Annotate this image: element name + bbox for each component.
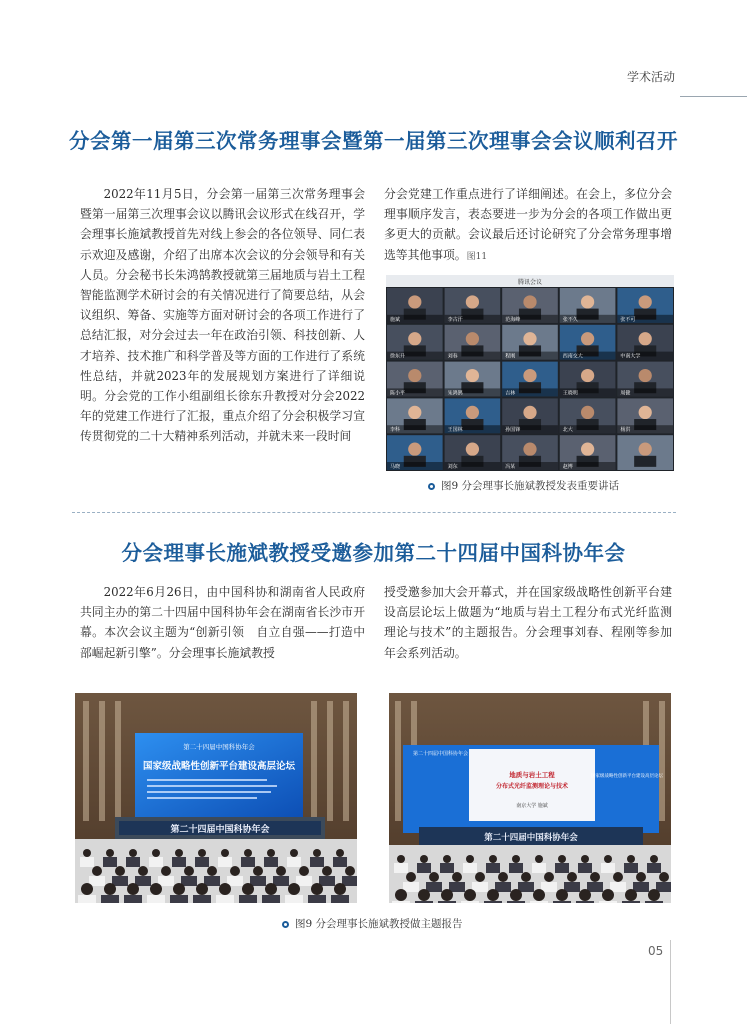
- audience-body: [601, 863, 615, 873]
- audience-head: [510, 889, 522, 901]
- participant-tile: [445, 398, 501, 433]
- audience-head: [265, 883, 277, 895]
- page-number: 05: [648, 944, 664, 958]
- audience-body: [308, 895, 326, 903]
- audience-head: [173, 883, 185, 895]
- audience-body: [195, 857, 209, 867]
- audience-head: [395, 889, 407, 901]
- audience-body: [331, 895, 349, 903]
- participant-name: 刘春: [447, 353, 458, 360]
- audience-body: [273, 876, 289, 886]
- audience-body: [472, 882, 488, 892]
- participant-name: 刘东: [447, 464, 458, 470]
- audience-head: [334, 883, 346, 895]
- photo1-banner-top: 第二十四届中国科协年会: [183, 743, 255, 751]
- audience-head: [92, 866, 102, 876]
- participant-name: 张不久: [562, 316, 578, 323]
- dashed-separator: [72, 512, 676, 513]
- participant-tile: [387, 288, 443, 323]
- audience-head: [627, 855, 635, 863]
- audience-body: [518, 882, 534, 892]
- photo2-slide-author: 南京大学 施斌: [516, 803, 548, 809]
- audience-body: [532, 863, 546, 873]
- audience-head: [636, 872, 646, 882]
- audience-head: [443, 855, 451, 863]
- participant-tile: [445, 325, 501, 360]
- audience-head: [613, 872, 623, 882]
- audience-body: [170, 895, 188, 903]
- audience-body: [610, 882, 626, 892]
- participant-name: 陈小平: [390, 390, 406, 397]
- audience-head: [152, 849, 160, 857]
- participant-name: 朱鸿鹄: [447, 390, 463, 397]
- audience-head: [602, 889, 614, 901]
- audience-body: [262, 895, 280, 903]
- audience-head: [475, 872, 485, 882]
- meeting-window-title: 腾讯会议: [517, 279, 543, 286]
- participant-name: 杨洪: [620, 427, 631, 434]
- audience-head: [464, 889, 476, 901]
- audience-body: [541, 882, 557, 892]
- participant-tile: [617, 288, 673, 323]
- participant-tile: [617, 398, 673, 433]
- audience-head: [288, 883, 300, 895]
- audience-body: [507, 901, 525, 903]
- participant-tile: [445, 435, 501, 470]
- audience-head: [127, 883, 139, 895]
- audience-body: [555, 863, 569, 873]
- photo1-banner-main: 国家级战略性创新平台建设高层论坛: [142, 761, 296, 772]
- audience-head: [487, 889, 499, 901]
- audience-head: [406, 872, 416, 882]
- audience-head: [83, 849, 91, 857]
- audience-body: [645, 901, 663, 903]
- audience-body: [403, 882, 419, 892]
- caption-1-text: 图9 分会理事长施斌教授发表重要讲话: [441, 480, 620, 492]
- participant-name: 孙国锋: [505, 427, 521, 434]
- audience-body: [250, 876, 266, 886]
- participant-tile: [445, 288, 501, 323]
- audience-head: [659, 872, 669, 882]
- participant-name: 马晓: [390, 464, 401, 470]
- audience-head: [161, 866, 171, 876]
- participant-tile: [560, 325, 616, 360]
- photo2-banner-left: 第二十四届中国科协年会: [413, 751, 469, 757]
- participant-tile: [387, 362, 443, 397]
- audience-head: [397, 855, 405, 863]
- audience-head: [650, 855, 658, 863]
- conference-photo-2: [389, 693, 671, 903]
- audience-head: [604, 855, 612, 863]
- audience-head: [429, 872, 439, 882]
- audience-head: [219, 883, 231, 895]
- audience-head: [590, 872, 600, 882]
- audience-head: [512, 855, 520, 863]
- audience-body: [149, 857, 163, 867]
- audience-body: [264, 857, 278, 867]
- audience-head: [489, 855, 497, 863]
- audience-body: [622, 901, 640, 903]
- audience-body: [656, 882, 671, 892]
- participant-name: 赵博: [562, 464, 573, 470]
- audience-head: [336, 849, 344, 857]
- participant-tile: [502, 325, 558, 360]
- side-rule: [670, 940, 671, 1024]
- audience-head: [184, 866, 194, 876]
- audience-head: [521, 872, 531, 882]
- audience-head: [498, 872, 508, 882]
- photo2-side-text: 国家级战略性创新平台建设高层论坛: [591, 774, 663, 779]
- audience-body: [394, 863, 408, 873]
- audience-body: [78, 895, 96, 903]
- audience-head: [466, 855, 474, 863]
- audience-head: [299, 866, 309, 876]
- audience-body: [287, 857, 301, 867]
- audience-body: [101, 895, 119, 903]
- audience-body: [633, 882, 649, 892]
- audience-head: [81, 883, 93, 895]
- participant-tile: [387, 398, 443, 433]
- audience-head: [558, 855, 566, 863]
- audience-head: [106, 849, 114, 857]
- audience-head: [196, 883, 208, 895]
- participant-name: 程刚: [505, 353, 516, 360]
- photo1-stage-text: 第二十四届中国科协年会: [170, 825, 270, 835]
- participant-tile: [387, 325, 443, 360]
- audience-head: [418, 889, 430, 901]
- audience-head: [648, 889, 660, 901]
- audience-body: [319, 876, 335, 886]
- audience-body: [553, 901, 571, 903]
- participant-tile: [560, 398, 616, 433]
- audience-body: [204, 876, 220, 886]
- audience-body: [147, 895, 165, 903]
- audience-head: [579, 889, 591, 901]
- article-2-title: 分会理事长施斌教授受邀参加第二十四届中国科协年会: [121, 541, 626, 565]
- audience-body: [417, 863, 431, 873]
- article-1-left-column: 2022年11月5日，分会第一届第三次常务理事会暨第一届第三次理事会议以腾讯会议形式在线召开，学会理事长施斌教授首先对线上参会的各位领导、同仁表示欢迎及感谢，介绍了出席本次会议的分会领导和有关人员。分会秘书长朱鸿鹄教授就第三届地质与岩土工程智能监测学术研讨会的有关情况进行了简要总结，从会议组织、筹备、实施等方面对研讨会的各项工作进行了总结汇报，对分会过去一年在政治引领、科技创新、人才培养、技术推广和科学普及等方面的工作进行了系统性总结，并就2023年的发展规划方案进行了详细说明。分会党的工作小组副组长徐东升教授对分会2022年的党建工作进行了汇报，重点介绍了分会积极学习宣传贯彻党的二十大精神系列活动，并就未来一段时间: [80, 187, 365, 444]
- audience-body: [218, 857, 232, 867]
- participant-tile: [502, 288, 558, 323]
- participant-name: 吉林: [505, 390, 516, 397]
- article-1-right-text: 分会党建工作重点进行了详细阐述。在会上，多位分会理事顺序发言，表态要进一步为分会的各项工作做出更多更大的贡献。会议最后还讨论研究了分会常务理事增选等其他事项。: [384, 187, 672, 262]
- audience-body: [227, 876, 243, 886]
- participant-name: 王国林: [447, 427, 463, 434]
- caption-2-text: 图9 分会理事长施斌教授做主题报告: [295, 918, 463, 930]
- conference-photo-1: [75, 693, 357, 903]
- audience-body: [135, 876, 151, 886]
- audience-body: [624, 863, 638, 873]
- audience-head: [207, 866, 217, 876]
- participant-name: 西南交大: [562, 353, 583, 360]
- audience-head: [129, 849, 137, 857]
- section-tag-rule: [680, 96, 747, 97]
- audience-body: [216, 895, 234, 903]
- caption-ring-icon: [428, 483, 435, 490]
- audience-body: [89, 876, 105, 886]
- participant-tile: [387, 435, 443, 470]
- audience-head: [420, 855, 428, 863]
- audience-body: [461, 901, 479, 903]
- participant-tile: [560, 288, 616, 323]
- audience-head: [115, 866, 125, 876]
- participant-name: 徐东升: [390, 353, 406, 360]
- audience-body: [285, 895, 303, 903]
- audience-head: [556, 889, 568, 901]
- audience-body: [426, 882, 442, 892]
- audience-body: [296, 876, 312, 886]
- audience-body: [181, 876, 197, 886]
- audience-head: [625, 889, 637, 901]
- audience-body: [126, 857, 140, 867]
- participant-tile: [617, 435, 673, 470]
- audience-body: [587, 882, 603, 892]
- audience-head: [544, 872, 554, 882]
- online-meeting-photo: [386, 275, 674, 471]
- participant-tile: [617, 362, 673, 397]
- audience-head: [533, 889, 545, 901]
- audience-head: [441, 889, 453, 901]
- figure-ref: 图11: [466, 251, 488, 262]
- photo2-slide-subtitle: 分布式光纤监测理论与技术: [495, 783, 569, 790]
- audience-body: [80, 857, 94, 867]
- audience-body: [158, 876, 174, 886]
- audience-body: [530, 901, 548, 903]
- article-2-right-column: 授受邀参加大会开幕式，并在国家级战略性创新平台建设高层论坛上做题为“地质与岩土工程分布式光纤监测理论与技术”的主题报告。分会理事刘春、程刚等参加年会系列活动。: [384, 585, 672, 660]
- audience-body: [578, 863, 592, 873]
- audience-body: [509, 863, 523, 873]
- figure-caption-2: [282, 916, 463, 931]
- participant-tile: [617, 325, 673, 360]
- audience-body: [239, 895, 257, 903]
- photo2-stage-text: 第二十四届中国科协年会: [484, 833, 578, 843]
- audience-head: [221, 849, 229, 857]
- figure-caption-1: [428, 478, 619, 493]
- photo2-slide-title: 地质与岩土工程: [509, 771, 555, 779]
- audience-body: [103, 857, 117, 867]
- audience-body: [484, 901, 502, 903]
- audience-body: [241, 857, 255, 867]
- audience-body: [463, 863, 477, 873]
- audience-body: [310, 857, 324, 867]
- audience-head: [535, 855, 543, 863]
- audience-body: [486, 863, 500, 873]
- audience-head: [253, 866, 263, 876]
- audience-head: [230, 866, 240, 876]
- audience-body: [124, 895, 142, 903]
- audience-body: [495, 882, 511, 892]
- audience-body: [342, 876, 357, 886]
- caption-ring-icon: [282, 921, 289, 928]
- participant-tile: [560, 435, 616, 470]
- audience-head: [290, 849, 298, 857]
- participant-name: 施斌: [390, 316, 401, 323]
- participant-name: 王晓明: [562, 390, 578, 397]
- article-1-title: 分会第一届第三次常务理事会暨第一届第三次理事会会议顺利召开: [69, 129, 678, 153]
- audience-head: [276, 866, 286, 876]
- audience-head: [267, 849, 275, 857]
- audience-head: [581, 855, 589, 863]
- audience-head: [242, 883, 254, 895]
- audience-head: [567, 872, 577, 882]
- audience-head: [311, 883, 323, 895]
- audience-head: [104, 883, 116, 895]
- audience-body: [576, 901, 594, 903]
- audience-body: [193, 895, 211, 903]
- audience-body: [438, 901, 456, 903]
- meeting-grid: [386, 275, 674, 471]
- participant-name: 冯某: [505, 464, 516, 470]
- audience-head: [322, 866, 332, 876]
- participant-name: 张不可: [620, 316, 636, 323]
- audience-head: [150, 883, 162, 895]
- participant-name: 范海峰: [505, 316, 521, 323]
- audience-body: [415, 901, 433, 903]
- section-tag: 学术活动: [626, 70, 675, 84]
- participant-tile: [560, 362, 616, 397]
- audience-body: [647, 863, 661, 873]
- participant-name: 周健: [620, 390, 631, 397]
- audience-head: [244, 849, 252, 857]
- audience-body: [599, 901, 617, 903]
- audience-head: [345, 866, 355, 876]
- audience-body: [112, 876, 128, 886]
- audience-body: [172, 857, 186, 867]
- audience-head: [175, 849, 183, 857]
- audience-body: [392, 901, 410, 903]
- article-2-left-column: 2022年6月26日，由中国科协和湖南省人民政府共同主办的第二十四届中国科协年会在湖南省长沙市开幕。本次会议主题为“创新引领 自立自强——打造中部崛起新引擎”。分会理事长施斌教授: [80, 585, 365, 660]
- participant-name: 中南大学: [620, 353, 641, 360]
- audience-body: [333, 857, 347, 867]
- audience-body: [449, 882, 465, 892]
- audience-head: [313, 849, 321, 857]
- article-1-right-column: [384, 184, 672, 267]
- audience-head: [452, 872, 462, 882]
- participant-tile: [502, 435, 558, 470]
- participant-tile: [502, 398, 558, 433]
- participant-name: 李科: [390, 427, 401, 434]
- audience-head: [198, 849, 206, 857]
- participant-name: 李古汗: [447, 316, 463, 323]
- participant-name: 北大: [562, 427, 573, 434]
- participant-tile: [502, 362, 558, 397]
- audience-head: [138, 866, 148, 876]
- participant-tile: [445, 362, 501, 397]
- audience-body: [440, 863, 454, 873]
- audience-body: [564, 882, 580, 892]
